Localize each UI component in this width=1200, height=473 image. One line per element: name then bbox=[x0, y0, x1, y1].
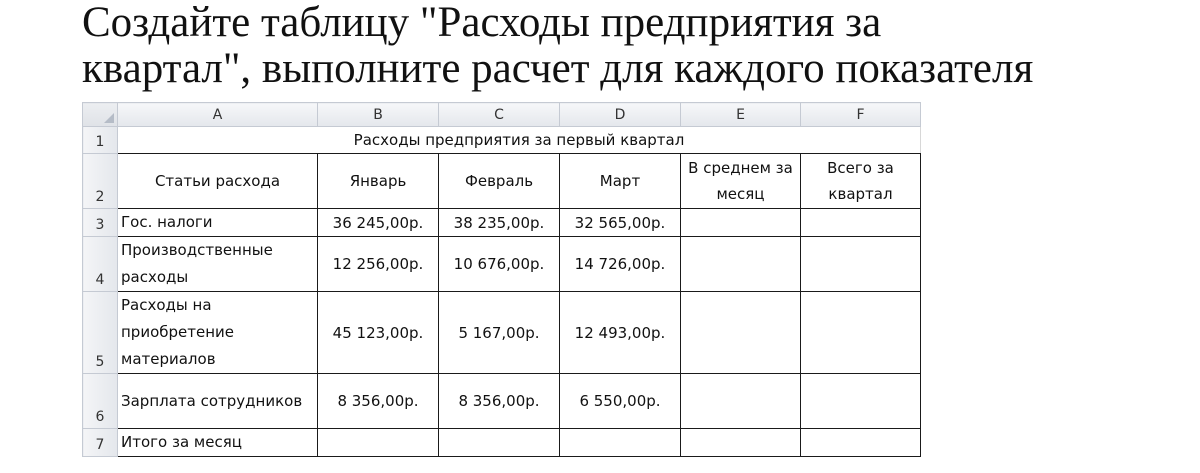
column-header-d[interactable]: D bbox=[560, 103, 681, 127]
avg-value-cell[interactable] bbox=[681, 374, 801, 429]
item-label-line: расходы bbox=[121, 268, 189, 286]
table-row bbox=[83, 429, 921, 457]
item-label-line: материалов bbox=[121, 350, 216, 368]
avg-value-cell[interactable] bbox=[681, 292, 801, 374]
feb-value-cell[interactable]: 10 676,00р. bbox=[439, 237, 560, 292]
header-total-line-2: квартал bbox=[828, 185, 893, 203]
row-header[interactable]: 6 bbox=[83, 374, 118, 429]
jan-value-cell[interactable]: 12 256,00р. bbox=[318, 237, 439, 292]
column-header-f[interactable]: F bbox=[801, 103, 921, 127]
item-label-cell[interactable] bbox=[118, 292, 318, 374]
header-jan-cell[interactable]: Январь bbox=[318, 154, 439, 209]
header-avg-line-1: В среднем за bbox=[688, 159, 793, 177]
jan-value-cell[interactable]: 8 356,00р. bbox=[318, 374, 439, 429]
task-line-1: Создайте таблицу "Расходы предприятия за bbox=[82, 0, 882, 46]
row-header[interactable]: 3 bbox=[83, 209, 118, 237]
mar-value-cell[interactable] bbox=[560, 429, 681, 457]
total-value-cell[interactable] bbox=[801, 374, 921, 429]
table-title-cell[interactable]: Расходы предприятия за первый квартал bbox=[118, 127, 921, 154]
header-total-line-1: Всего за bbox=[827, 159, 894, 177]
header-feb-cell[interactable]: Февраль bbox=[439, 154, 560, 209]
avg-value-cell[interactable] bbox=[681, 237, 801, 292]
jan-value-cell[interactable]: 45 123,00р. bbox=[318, 292, 439, 374]
item-label-cell[interactable] bbox=[118, 237, 318, 292]
column-header-c[interactable]: C bbox=[439, 103, 560, 127]
total-value-cell[interactable] bbox=[801, 292, 921, 374]
total-value-cell[interactable] bbox=[801, 237, 921, 292]
feb-value-cell[interactable] bbox=[439, 429, 560, 457]
row-header[interactable]: 5 bbox=[83, 292, 118, 374]
header-mar-cell[interactable]: Март bbox=[560, 154, 681, 209]
item-label-cell[interactable]: Гос. налоги bbox=[118, 209, 318, 237]
feb-value-cell[interactable]: 38 235,00р. bbox=[439, 209, 560, 237]
row-header[interactable]: 1 bbox=[83, 127, 118, 154]
row-header[interactable]: 7 bbox=[83, 429, 118, 457]
row-header[interactable]: 4 bbox=[83, 237, 118, 292]
column-header-row bbox=[83, 103, 921, 127]
avg-value-cell[interactable] bbox=[681, 429, 801, 457]
jan-value-cell[interactable] bbox=[318, 429, 439, 457]
header-items-cell[interactable]: Статьи расхода bbox=[118, 154, 318, 209]
item-label-cell[interactable]: Зарплата сотрудников bbox=[118, 374, 318, 429]
table-row bbox=[83, 237, 921, 292]
total-value-cell[interactable] bbox=[801, 429, 921, 457]
jan-value-cell[interactable]: 36 245,00р. bbox=[318, 209, 439, 237]
table-row bbox=[83, 127, 921, 154]
header-avg-line-2: месяц bbox=[716, 185, 765, 203]
column-header-e[interactable]: E bbox=[681, 103, 801, 127]
select-all-triangle-icon bbox=[104, 113, 114, 123]
avg-value-cell[interactable] bbox=[681, 209, 801, 237]
column-header-a[interactable]: A bbox=[118, 103, 318, 127]
mar-value-cell[interactable]: 12 493,00р. bbox=[560, 292, 681, 374]
table-row bbox=[83, 292, 921, 374]
header-avg-cell[interactable] bbox=[681, 154, 801, 209]
mar-value-cell[interactable]: 6 550,00р. bbox=[560, 374, 681, 429]
select-all-corner[interactable] bbox=[83, 103, 118, 127]
task-heading bbox=[82, 0, 1182, 92]
item-label-line: Расходы на bbox=[121, 296, 212, 314]
table-row bbox=[83, 374, 921, 429]
row-header[interactable]: 2 bbox=[83, 154, 118, 209]
item-label-cell[interactable]: Итого за месяц bbox=[118, 429, 318, 457]
feb-value-cell[interactable]: 5 167,00р. bbox=[439, 292, 560, 374]
spreadsheet-table bbox=[82, 102, 921, 457]
column-header-b[interactable]: B bbox=[318, 103, 439, 127]
table-row bbox=[83, 209, 921, 237]
item-label-line: Производственные bbox=[121, 241, 273, 259]
total-value-cell[interactable] bbox=[801, 209, 921, 237]
table-row bbox=[83, 154, 921, 209]
mar-value-cell[interactable]: 14 726,00р. bbox=[560, 237, 681, 292]
task-line-2: квартал", выполните расчет для каждого показателя bbox=[82, 45, 1034, 92]
mar-value-cell[interactable]: 32 565,00р. bbox=[560, 209, 681, 237]
item-label-line: приобретение bbox=[121, 323, 235, 341]
feb-value-cell[interactable]: 8 356,00р. bbox=[439, 374, 560, 429]
header-total-cell[interactable] bbox=[801, 154, 921, 209]
